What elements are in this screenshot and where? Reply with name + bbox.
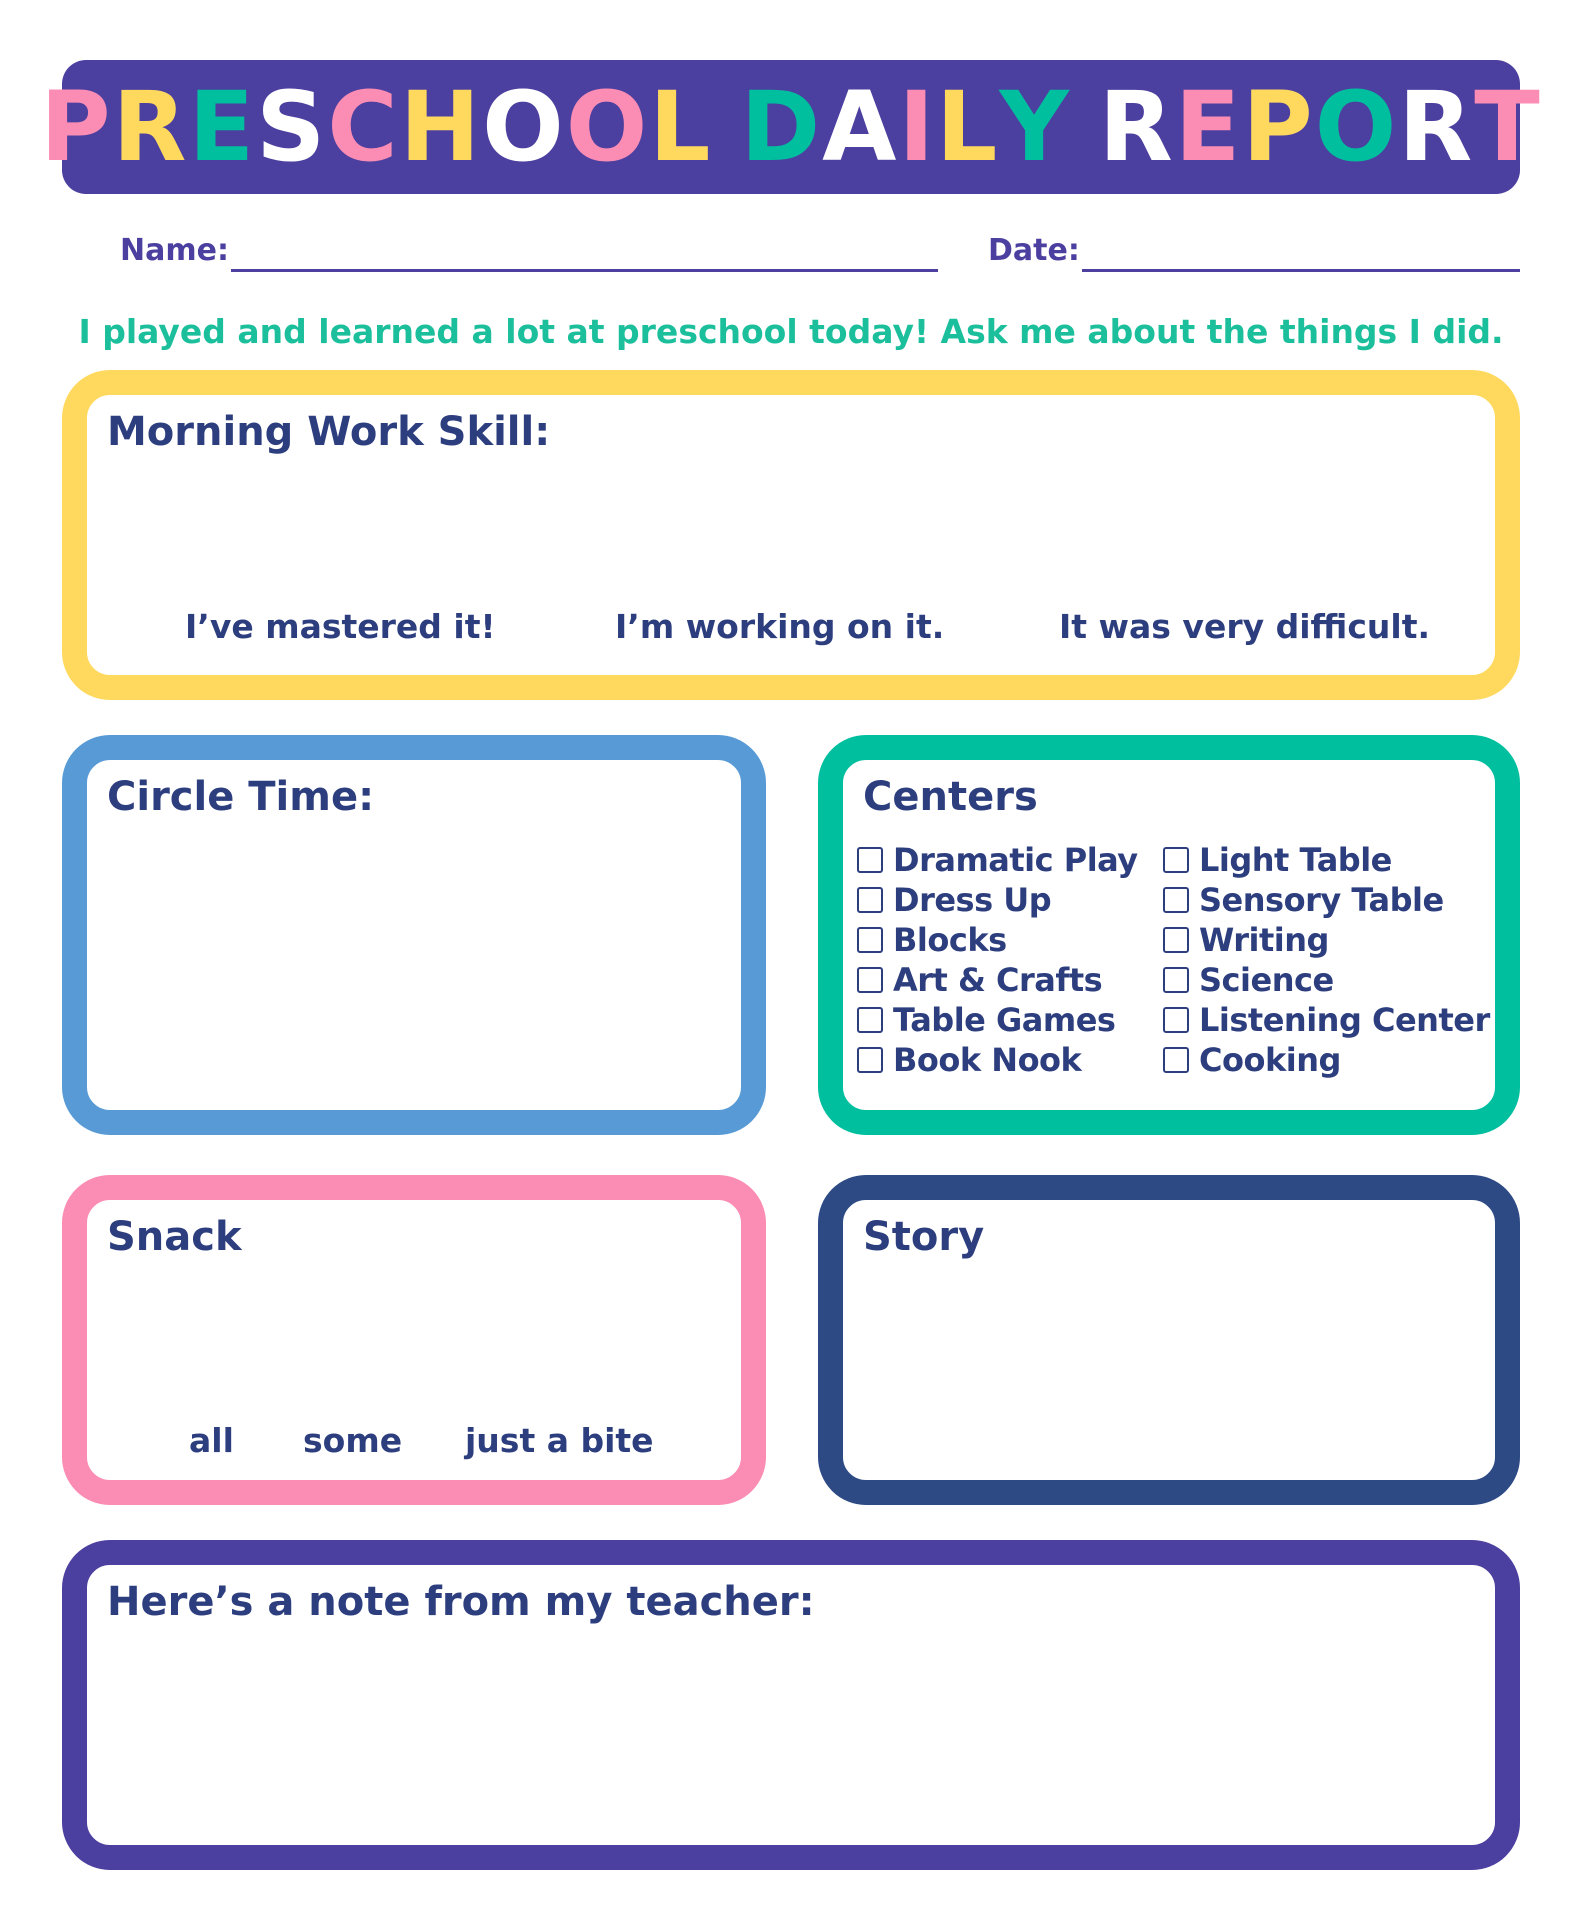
rating-difficult[interactable]: It was very difficult. [1059, 607, 1431, 646]
checkbox-icon[interactable] [1163, 847, 1189, 873]
checkbox-icon[interactable] [1163, 1007, 1189, 1033]
checkbox-icon[interactable] [1163, 1047, 1189, 1073]
page-title [40, 71, 1541, 183]
center-item[interactable] [857, 920, 1138, 960]
title-letter: H [399, 71, 483, 183]
checkbox-icon[interactable] [1163, 967, 1189, 993]
teacher-note-box [62, 1540, 1520, 1870]
title-letter: D [740, 71, 823, 183]
title-letter: P [1242, 71, 1315, 183]
center-item[interactable] [1163, 1000, 1490, 1040]
title-letter: T [1474, 71, 1542, 183]
title-letter: O [482, 71, 566, 183]
title-letter: Y [999, 71, 1071, 183]
center-label: Writing [1199, 921, 1329, 959]
story-title: Story [863, 1214, 985, 1260]
date-line[interactable] [1082, 239, 1520, 272]
center-label: Blocks [893, 921, 1007, 959]
center-item[interactable] [1163, 960, 1490, 1000]
center-item[interactable] [857, 1040, 1138, 1080]
center-label: Dress Up [893, 881, 1052, 919]
centers-column-left [857, 840, 1138, 1080]
title-letter: O [1314, 71, 1399, 183]
checkbox-icon[interactable] [857, 1007, 883, 1033]
center-label: Listening Center [1199, 1001, 1490, 1039]
center-item[interactable] [857, 880, 1138, 920]
snack-option-some[interactable]: some [303, 1421, 403, 1460]
center-label: Art & Crafts [893, 961, 1103, 999]
snack-option-bite[interactable]: just a bite [465, 1421, 654, 1460]
center-item[interactable] [857, 840, 1138, 880]
snack-box [62, 1175, 766, 1505]
title-letter [1071, 71, 1099, 183]
story-box [818, 1175, 1520, 1505]
morning-work-title: Morning Work Skill: [107, 409, 551, 455]
circle-time-box [62, 735, 766, 1135]
title-letter: C [327, 71, 400, 183]
title-letter: E [1174, 71, 1243, 183]
checkbox-icon[interactable] [1163, 887, 1189, 913]
name-field[interactable] [120, 228, 938, 272]
centers-title: Centers [863, 774, 1038, 820]
title-letter: O [565, 71, 650, 183]
center-label: Dramatic Play [893, 841, 1138, 879]
teacher-note-title: Here’s a note from my teacher: [107, 1579, 815, 1625]
title-letter [712, 71, 740, 183]
checkbox-icon[interactable] [857, 1047, 883, 1073]
title-letter: P [40, 71, 113, 183]
title-banner [40, 60, 1542, 194]
snack-option-all[interactable]: all [189, 1421, 234, 1460]
checkbox-icon[interactable] [857, 967, 883, 993]
checkbox-icon[interactable] [1163, 927, 1189, 953]
title-letter: L [936, 71, 1000, 183]
center-label: Sensory Table [1199, 881, 1444, 919]
title-letter: R [1398, 71, 1475, 183]
center-item[interactable] [1163, 840, 1490, 880]
title-letter: S [256, 71, 328, 183]
checkbox-icon[interactable] [857, 887, 883, 913]
title-letter: A [822, 71, 899, 183]
name-line[interactable] [231, 239, 938, 272]
snack-title: Snack [107, 1214, 242, 1260]
date-field[interactable] [988, 228, 1520, 272]
center-item[interactable] [857, 1000, 1138, 1040]
name-label: Name: [120, 233, 229, 268]
morning-work-box [62, 370, 1520, 700]
center-label: Science [1199, 961, 1334, 999]
center-label: Book Nook [893, 1041, 1082, 1079]
center-item[interactable] [1163, 880, 1490, 920]
center-item[interactable] [1163, 1040, 1490, 1080]
center-label: Table Games [893, 1001, 1116, 1039]
title-letter: R [1098, 71, 1175, 183]
intro-text: I played and learned a lot at preschool today! Ask me about the things I did. [78, 312, 1504, 351]
checkbox-icon[interactable] [857, 847, 883, 873]
center-label: Light Table [1199, 841, 1392, 879]
center-item[interactable] [1163, 920, 1490, 960]
center-label: Cooking [1199, 1041, 1341, 1079]
title-letter: I [898, 71, 937, 183]
title-letter: E [188, 71, 257, 183]
rating-mastered[interactable]: I’ve mastered it! [185, 607, 496, 646]
title-letter: R [112, 71, 189, 183]
rating-working[interactable]: I’m working on it. [615, 607, 945, 646]
centers-column-right [1163, 840, 1490, 1080]
date-label: Date: [988, 233, 1080, 268]
checkbox-icon[interactable] [857, 927, 883, 953]
center-item[interactable] [857, 960, 1138, 1000]
circle-time-title: Circle Time: [107, 774, 375, 820]
title-letter: L [649, 71, 713, 183]
rating-row [87, 607, 1495, 655]
centers-box [818, 735, 1520, 1135]
